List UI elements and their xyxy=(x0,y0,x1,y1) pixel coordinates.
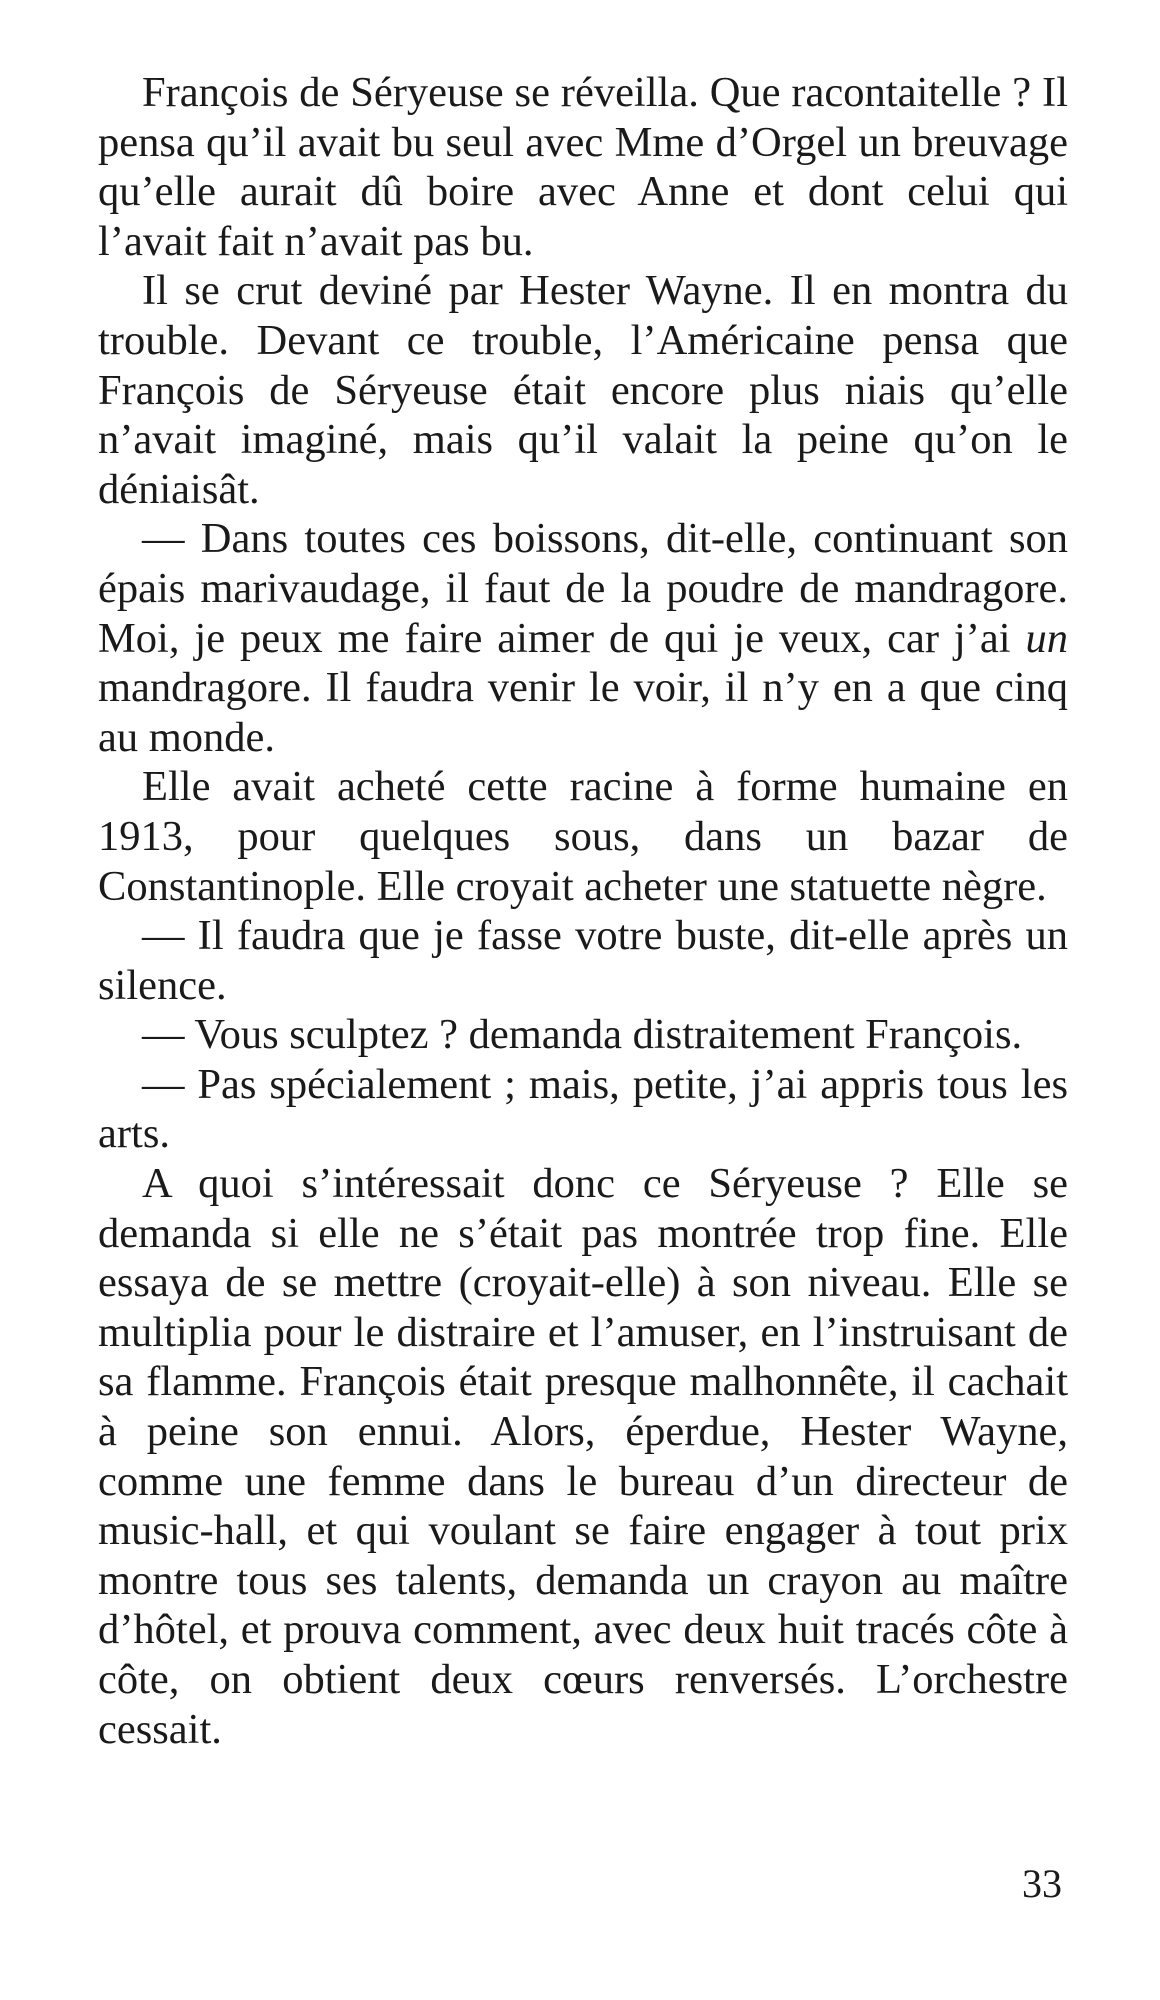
italic-word: un xyxy=(1025,614,1068,662)
page-body-text xyxy=(98,68,1068,1754)
paragraph-2: Il se crut deviné par Hester Wayne. Il en montra du trouble. Devant ce trouble, l’Américaine pensa que François de Séryeuse était encore plus niais qu’elle n’avait imaginé, mais qu’il valait la peine qu’on le déniaisât. xyxy=(98,267,1068,513)
paragraph-5: — Il faudra que je fasse votre buste, dit-elle après un silence. xyxy=(98,912,1068,1009)
paragraph-6: — Vous sculptez ? demanda distraitement François. xyxy=(142,1011,1023,1059)
paragraph-4: Elle avait acheté cette racine à forme humaine en 1913, pour quelques sous, dans un bazar de Constantinople. Elle croyait acheter une statuette nègre. xyxy=(98,763,1068,910)
paragraph-3-end: mandragore. Il faudra venir le voir, il n’y en a que cinq au monde. xyxy=(98,664,1068,761)
paragraph-1: François de Séryeuse se réveilla. Que racontaitelle ? Il pensa qu’il avait bu seul avec Mme d’Orgel un breuvage qu’elle aurait dû boire avec Anne et dont celui qui l’avait fait n’avait pas bu. xyxy=(98,69,1068,265)
paragraph-8: A quoi s’intéressait donc ce Séryeuse ? Elle se demanda si elle ne s’était pas montrée trop fine. Elle essaya de se mettre (croyait-elle) à son niveau. Elle se multiplia pour le distraire et l’amuser, en l’instruisant de sa flamme. François était presque malhonnête, il cachait à peine son ennui. Alors, éperdue, Hester Wayne, comme une femme dans le bureau d’un directeur de music-hall, et qui voulant se faire engager à tout prix montre tous ses talents, demanda un crayon au maître d’hôtel, et prouva comment, avec deux huit tracés côte à côte, on obtient deux cœurs renversés. L’orchestre cessait. xyxy=(98,1160,1068,1753)
page-number: 33 xyxy=(1022,1861,1062,1906)
paragraph-3-start: — Dans toutes ces boissons, dit-elle, continuant son épais marivaudage, il faut de la poudre de mandragore. Moi, je peux me faire aimer de qui je veux, car j’ai xyxy=(98,515,1068,662)
paragraph-7: — Pas spécialement ; mais, petite, j’ai appris tous les arts. xyxy=(98,1060,1068,1158)
paragraph-3 xyxy=(98,514,1068,762)
